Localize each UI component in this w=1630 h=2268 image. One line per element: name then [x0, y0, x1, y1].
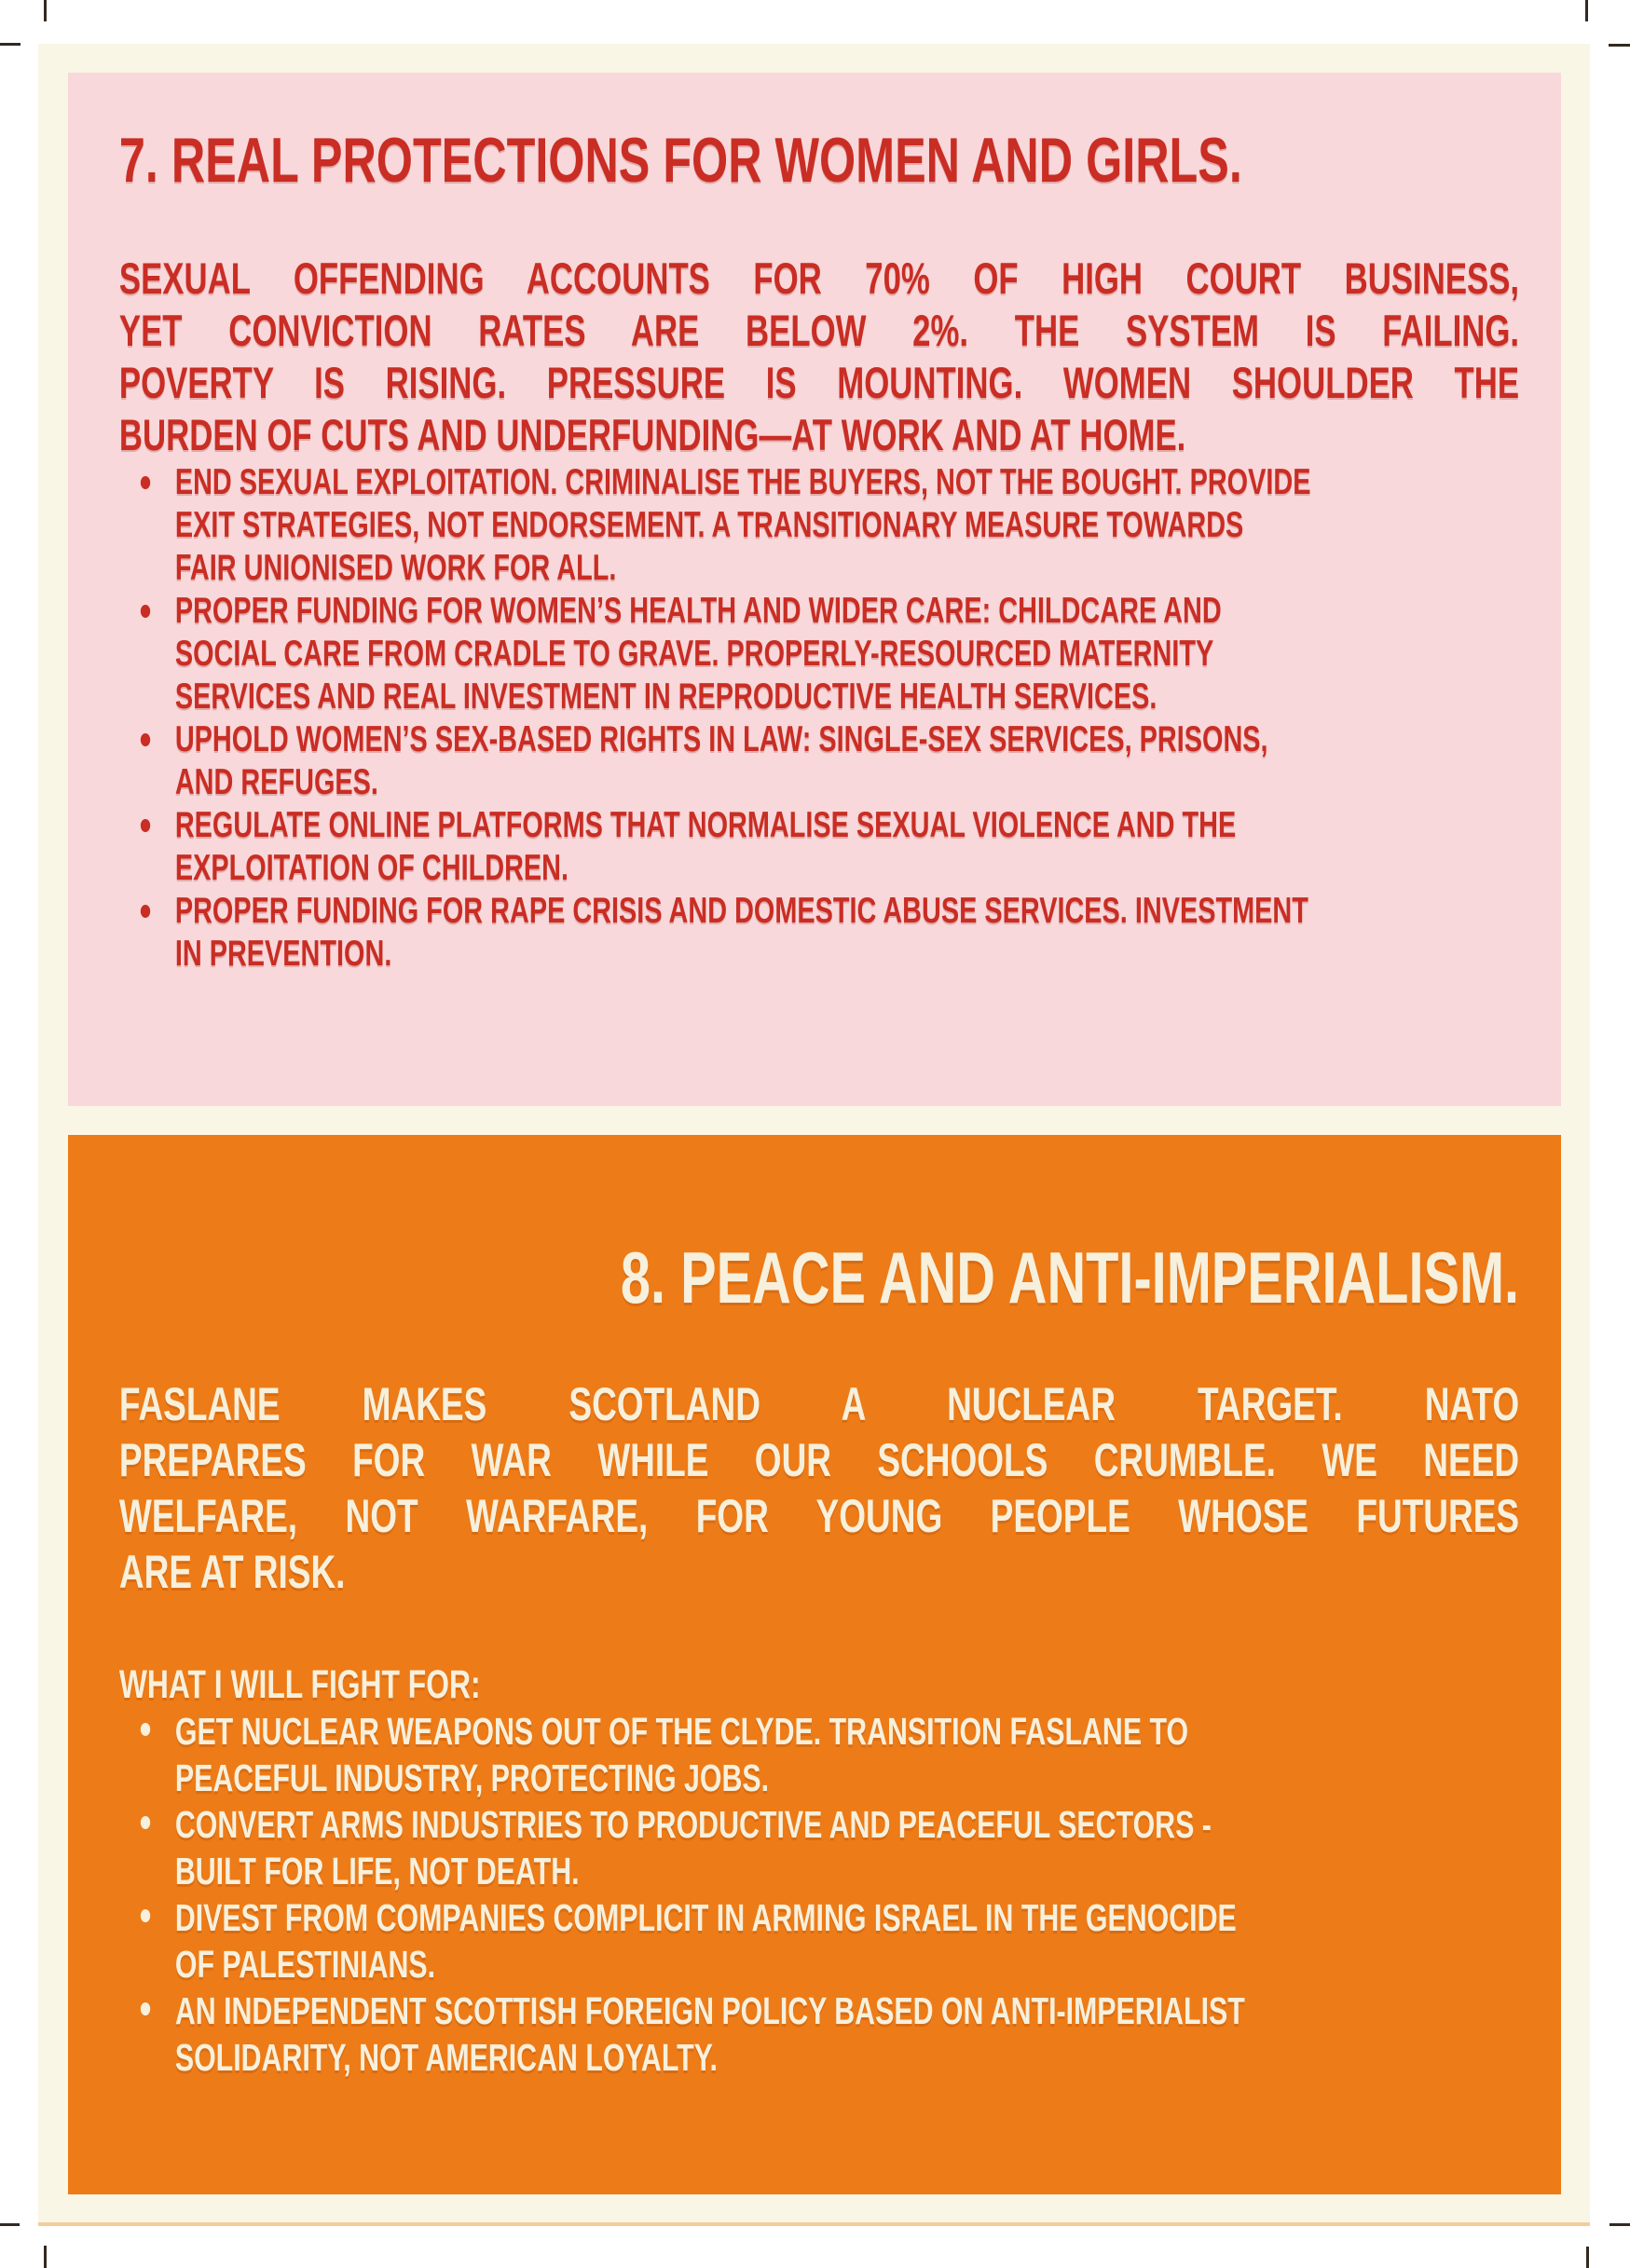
leaflet-page-sheet [38, 44, 1590, 2222]
fight-for-label: WHAT I WILL FIGHT FOR: [118, 1662, 481, 1707]
text-line: BURDEN OF CUTS AND UNDERFUNDING—AT WORK AND AT HOME. [118, 410, 1186, 459]
crop-mark-bottom-left-vertical [44, 2246, 47, 2268]
text-line: PROPER FUNDING FOR RAPE CRISIS AND DOMESTIC ABUSE SERVICES. INVESTMENT [174, 891, 1308, 931]
crop-mark-bottom-right-vertical [1586, 2247, 1589, 2268]
text-line: REGULATE ONLINE PLATFORMS THAT NORMALISE SEXUAL VIOLENCE AND THE [174, 805, 1237, 845]
text-line: PROPER FUNDING FOR WOMEN’S HEALTH AND WIDER CARE: CHILDCARE AND [174, 591, 1222, 631]
crop-mark-top-left-horizontal [0, 43, 21, 46]
section-7-content [119, 123, 1519, 976]
bullet-item [119, 718, 1519, 804]
text-line: SERVICES AND REAL INVESTMENT IN REPRODUCTIVE HEALTH SERVICES. [174, 676, 1157, 717]
text-line: SOLIDARITY, NOT AMERICAN LOYALTY. [174, 2036, 718, 2079]
bullet-dot [141, 905, 150, 918]
bullet-dot [141, 476, 150, 489]
bullet-dot [141, 1816, 150, 1829]
section-7-panel [68, 73, 1561, 1106]
text-line: OF PALESTINIANS. [174, 1943, 436, 1986]
bullet-item [119, 804, 1519, 890]
text-line: ARE AT RISK. [118, 1546, 346, 1598]
section-8-content [119, 1236, 1519, 2081]
text-line: EXIT STRATEGIES, NOT ENDORSEMENT. A TRANSITIONARY MEASURE TOWARDS [174, 505, 1244, 545]
crop-mark-top-right-vertical [1585, 0, 1588, 21]
text-line: DIVEST FROM COMPANIES COMPLICIT IN ARMING ISRAEL IN THE GENOCIDE [174, 1896, 1237, 1939]
section-7-heading: 7. REAL PROTECTIONS FOR WOMEN AND GIRLS. [118, 125, 1242, 196]
text-line: YET CONVICTION RATES ARE BELOW 2%. THE SYSTEM IS FAILING. [118, 306, 1520, 355]
text-line: FASLANE MAKES SCOTLAND A NUCLEAR TARGET. NATO [118, 1378, 1520, 1430]
crop-mark-bottom-right-horizontal [1609, 2223, 1630, 2226]
text-line: CONVERT ARMS INDUSTRIES TO PRODUCTIVE AND PEACEFUL SECTORS - [174, 1803, 1212, 1846]
page-bottom-edge [38, 2222, 1590, 2226]
bullet-item [119, 1801, 1519, 1894]
section-8-intro-paragraph [119, 1376, 1519, 1600]
bullet-item [119, 461, 1519, 590]
bullet-dot [141, 2002, 150, 2015]
text-line: IN PREVENTION. [174, 934, 392, 974]
text-line: FAIR UNIONISED WORK FOR ALL. [174, 548, 617, 588]
crop-mark-top-right-horizontal [1609, 44, 1630, 47]
section-7-bullet-list [119, 461, 1519, 976]
text-line: PEACEFUL INDUSTRY, PROTECTING JOBS. [174, 1756, 770, 1799]
section-8-heading: 8. PEACE AND ANTI-IMPERIALISM. [620, 1236, 1520, 1318]
text-line: AN INDEPENDENT SCOTTISH FOREIGN POLICY BASED ON ANTI-IMPERIALIST [174, 1989, 1245, 2032]
text-line: POVERTY IS RISING. PRESSURE IS MOUNTING. WOMEN SHOULDER THE [118, 358, 1520, 407]
crop-mark-bottom-left-horizontal [0, 2223, 20, 2226]
section-8-bullet-list [119, 1708, 1519, 2081]
bullet-dot [141, 819, 150, 832]
section-8-panel [68, 1135, 1561, 2194]
text-line: BUILT FOR LIFE, NOT DEATH. [174, 1850, 580, 1892]
text-line: AND REFUGES. [174, 762, 378, 802]
bullet-item [119, 1894, 1519, 1988]
text-line: WELFARE, NOT WARFARE, FOR YOUNG PEOPLE WHOSE FUTURES [118, 1490, 1520, 1542]
crop-mark-top-left-vertical [44, 0, 47, 21]
bullet-item [119, 1708, 1519, 1801]
text-line: GET NUCLEAR WEAPONS OUT OF THE CLYDE. TRANSITION FASLANE TO [174, 1710, 1189, 1753]
bullet-dot [141, 733, 150, 746]
text-line: END SEXUAL EXPLOITATION. CRIMINALISE THE BUYERS, NOT THE BOUGHT. PROVIDE [174, 462, 1311, 502]
text-line: UPHOLD WOMEN’S SEX-BASED RIGHTS IN LAW: SINGLE-SEX SERVICES, PRISONS, [174, 719, 1268, 759]
text-line: SOCIAL CARE FROM CRADLE TO GRAVE. PROPERLY-RESOURCED MATERNITY [174, 634, 1214, 674]
text-line: PREPARES FOR WAR WHILE OUR SCHOOLS CRUMBLE. WE NEED [118, 1434, 1520, 1486]
bullet-item [119, 590, 1519, 718]
text-line: SEXUAL OFFENDING ACCOUNTS FOR 70% OF HIGH COURT BUSINESS, [118, 253, 1520, 303]
bullet-dot [141, 605, 150, 618]
bullet-item [119, 890, 1519, 976]
section-7-intro-paragraph [119, 253, 1519, 461]
bullet-dot [141, 1723, 150, 1736]
bullet-item [119, 1988, 1519, 2081]
text-line: EXPLOITATION OF CHILDREN. [174, 848, 569, 888]
bullet-dot [141, 1909, 150, 1922]
